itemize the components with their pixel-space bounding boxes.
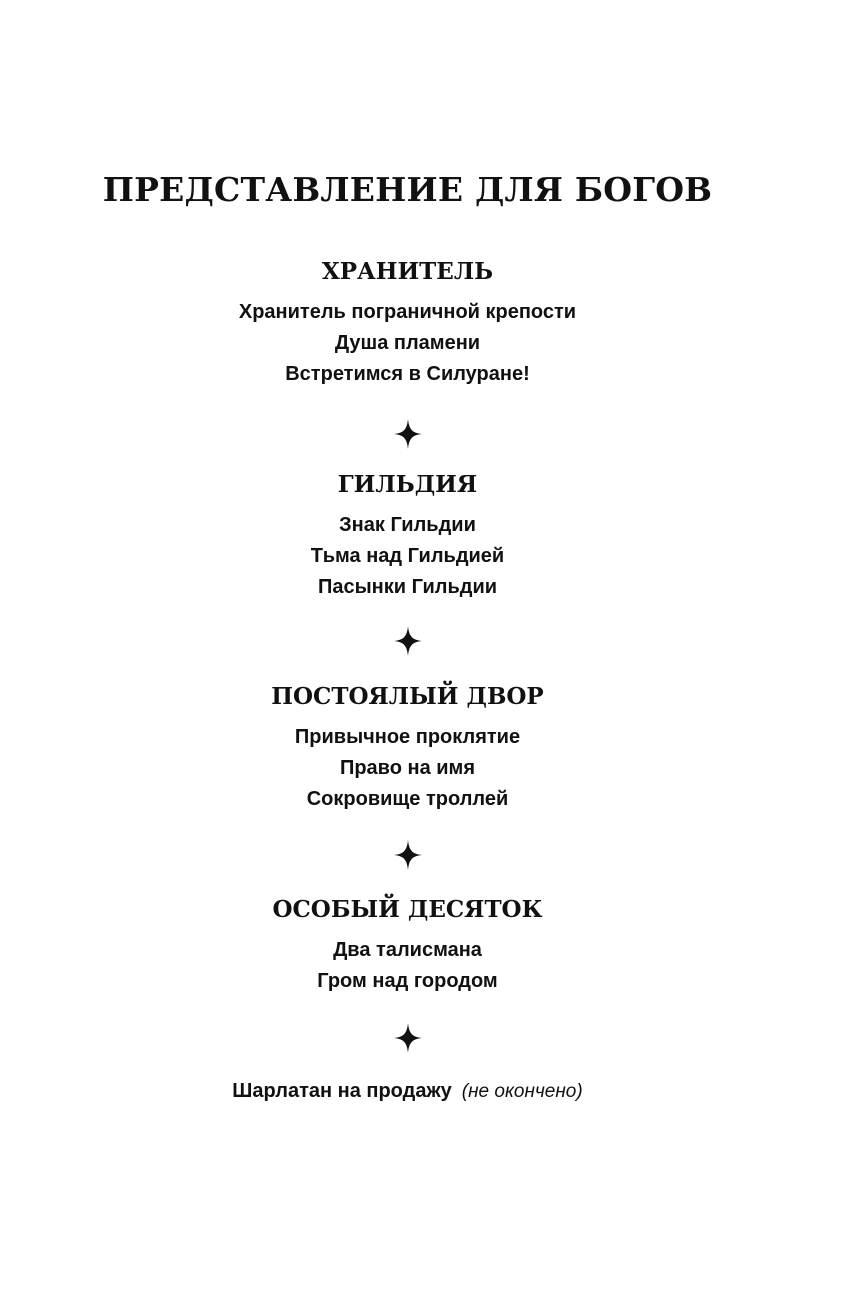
four-point-star-icon <box>394 1023 422 1053</box>
section-title: ГИЛЬДИЯ <box>337 471 478 498</box>
book-title: Знак Гильдии <box>339 514 476 536</box>
book-title: Гром над городом <box>317 970 498 992</box>
book-list <box>0 510 815 603</box>
section-postoyaly-dvor <box>0 682 815 815</box>
section-divider <box>0 840 815 870</box>
book-title: Два талисмана <box>333 939 482 961</box>
section-title: ОСОБЫЙ ДЕСЯТОК <box>272 896 543 923</box>
book-title: Тьма над Гильдией <box>310 545 505 567</box>
section-divider <box>0 1023 815 1053</box>
section-title: ПОСТОЯЛЫЙ ДВОР <box>271 683 544 710</box>
section-gildiya <box>0 470 815 603</box>
book-title: Хранитель пограничной крепости <box>238 301 577 323</box>
book-title: Встретимся в Силуране! <box>285 363 530 385</box>
book-title: Шарлатан на продажу <box>232 1080 452 1102</box>
book-list <box>0 297 815 390</box>
section-title: ХРАНИТЕЛЬ <box>321 258 494 285</box>
status-note: (не окончено) <box>461 1081 583 1102</box>
book-list <box>0 722 815 815</box>
page-title: ПРЕДСТАВЛЕНИЕ ДЛЯ БОГОВ <box>102 170 713 209</box>
book-title: Пасынки Гильдии <box>317 576 498 598</box>
book-title: Душа пламени <box>334 332 481 354</box>
section-divider <box>0 419 815 449</box>
book-title: Право на имя <box>339 757 476 779</box>
section-divider <box>0 626 815 656</box>
four-point-star-icon <box>394 626 422 656</box>
four-point-star-icon <box>394 419 422 449</box>
four-point-star-icon <box>394 840 422 870</box>
section-osoby-desyatok <box>0 895 815 997</box>
final-book-line <box>0 1076 815 1108</box>
book-title: Привычное проклятие <box>294 726 521 748</box>
section-khranitel <box>0 257 815 390</box>
book-title: Сокровище троллей <box>306 788 509 810</box>
book-list <box>0 935 815 997</box>
